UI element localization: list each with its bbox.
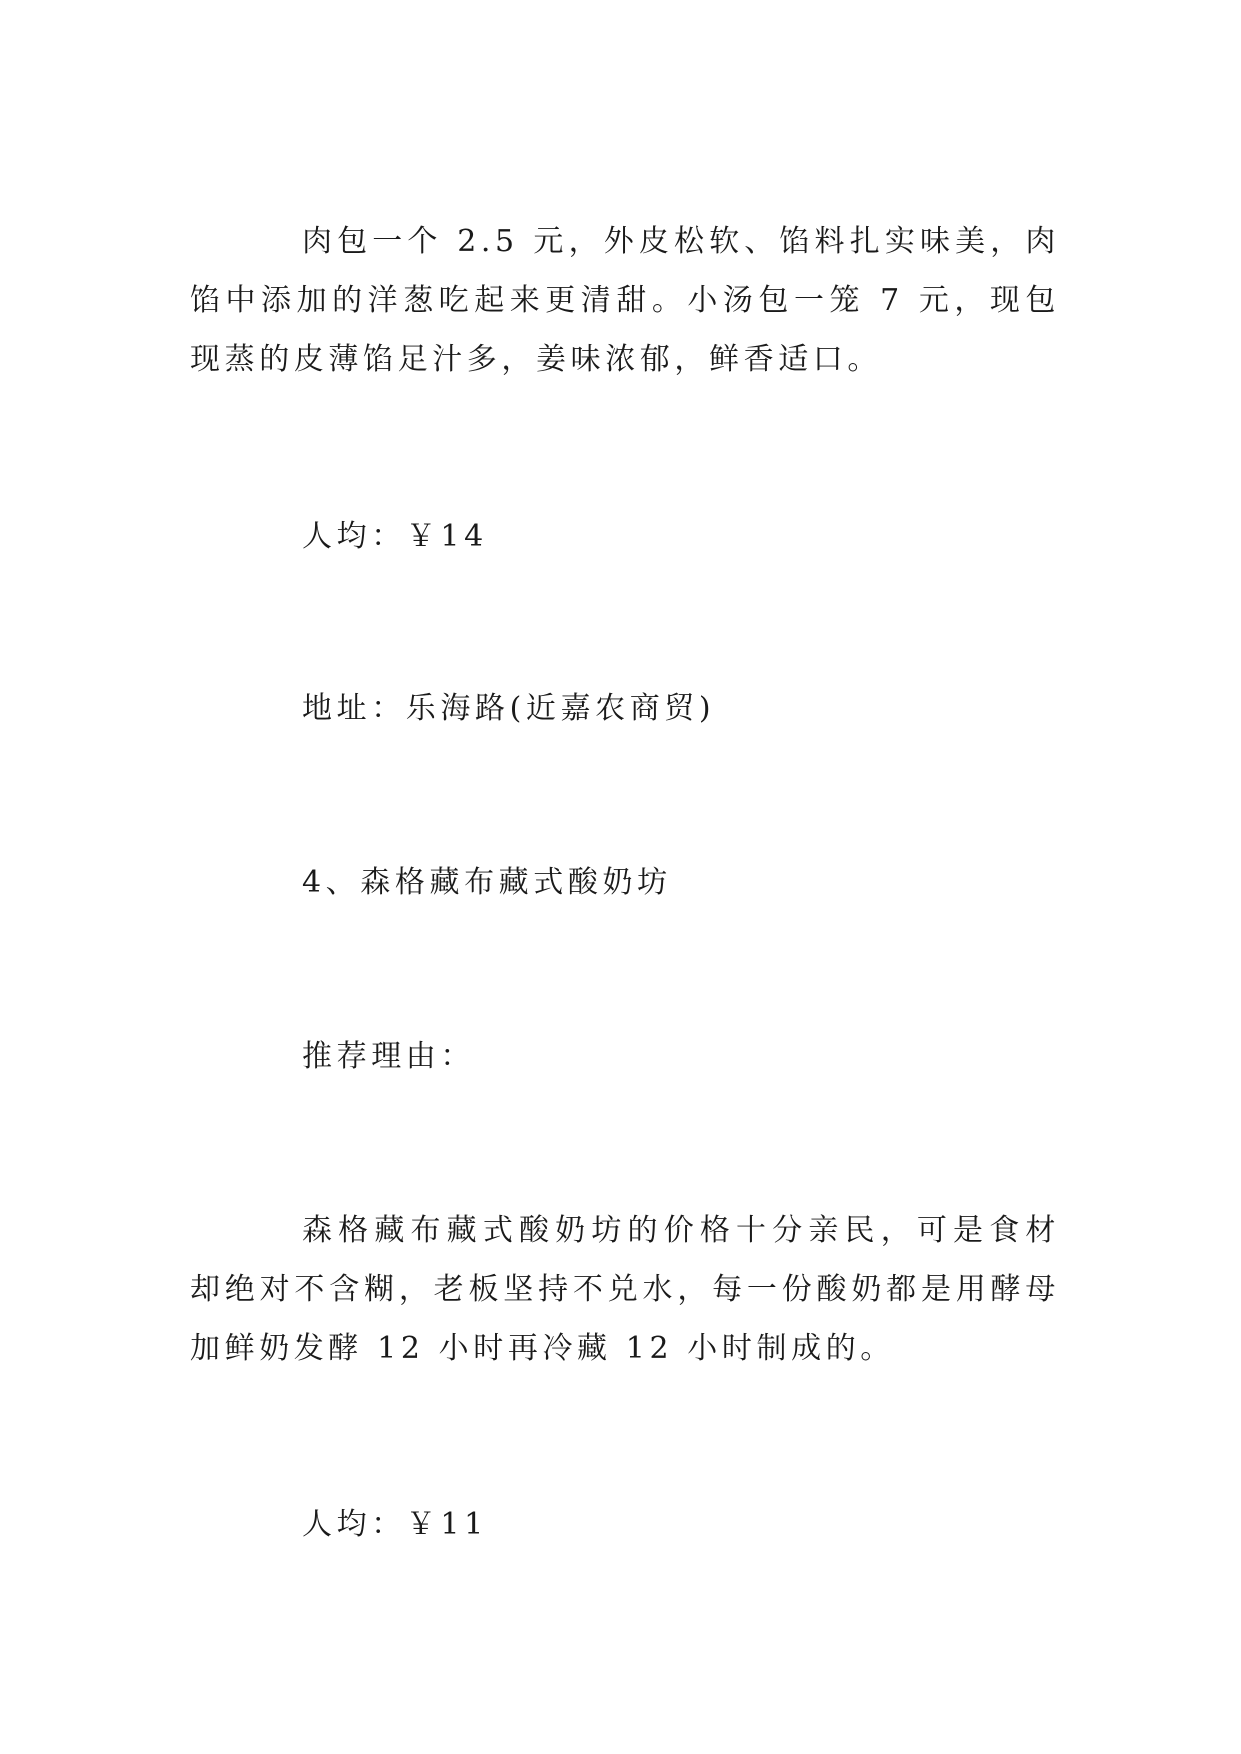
paragraph-meat-bun-description: 肉包一个 2.5 元，外皮松软、馅料扎实味美，肉馅中添加的洋葱吃起来更清甜。小汤包一笼 7 元，现包现蒸的皮薄馅足汁多，姜味浓郁，鲜香适口。 [190,224,1060,377]
address-line: 地址：乐海路(近嘉农商贸) [302,691,716,726]
section-heading-yogurt-shop: 4、森格藏布藏式酸奶坊 [302,865,672,900]
recommendation-reason-label: 推荐理由： [302,1039,475,1074]
average-price-line-2: 人均：￥11 [302,1507,488,1542]
paragraph-yogurt-description: 森格藏布藏式酸奶坊的价格十分亲民，可是食材却绝对不含糊，老板坚持不兑水，每一份酸奶都是用酵母加鲜奶发酵 12 小时再冷藏 12 小时制成的。 [190,1213,1060,1366]
average-price-line: 人均：￥14 [302,519,488,554]
